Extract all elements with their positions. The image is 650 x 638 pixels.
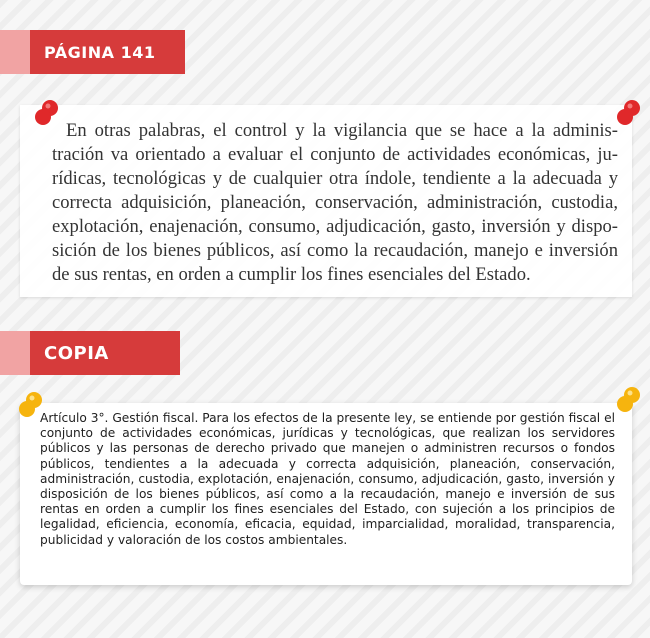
original-paragraph: En otras palabras, el control y la vigilancia que se hace a la administración va orientado a evaluar el conjunto de actividades económicas, jurídicas, tecnológicas y de cualquier otra índole, tendiente a la adecuada y correcta adquisición, planeación, conservación, administración, custodia, explotación, enajenación, consumo, adjudicación, gasto, inversión y disposición de los bienes públicos, así como la recaudación, manejo e inversión de sus rentas, en orden a cumplir los fines esenciales del Estado. [52, 120, 618, 285]
label-accent-original [0, 30, 30, 74]
copy-text-card [20, 403, 632, 585]
red-pushpin-icon [614, 98, 644, 128]
yellow-pushpin-icon [16, 390, 46, 420]
yellow-pushpin-icon [614, 385, 644, 415]
copy-paragraph: Artículo 3°. Gestión fiscal. Para los efectos de la presente ley, se entiende por gestión fiscal el conjunto de actividades económicas, jurídicas y tecnológicas, que realizan los servidores públicos y las personas de derecho privado que manejen o administren recursos o fondos públicos, tendientes a la adecuada y correcta adquisición, planeación, conservación, administración, custodia, explotación, enajenación, consumo, adjudicación, gasto, inversión y disposición de los bienes públicos, así como a la recaudación, manejo e inversión de sus rentas en orden a cumplir los fines esenciales del Estado, con sujeción a los principios de legalidad, eficiencia, economía, eficacia, equidad, imparcialidad, moralidad, transparencia, publicidad y valoración de los costos ambientales. [40, 411, 615, 547]
page-label: PÁGINA 141 [30, 30, 185, 74]
original-text-card [20, 105, 632, 297]
red-pushpin-icon [32, 98, 62, 128]
label-accent-copy [0, 331, 30, 375]
copy-label: COPIA [30, 331, 180, 375]
